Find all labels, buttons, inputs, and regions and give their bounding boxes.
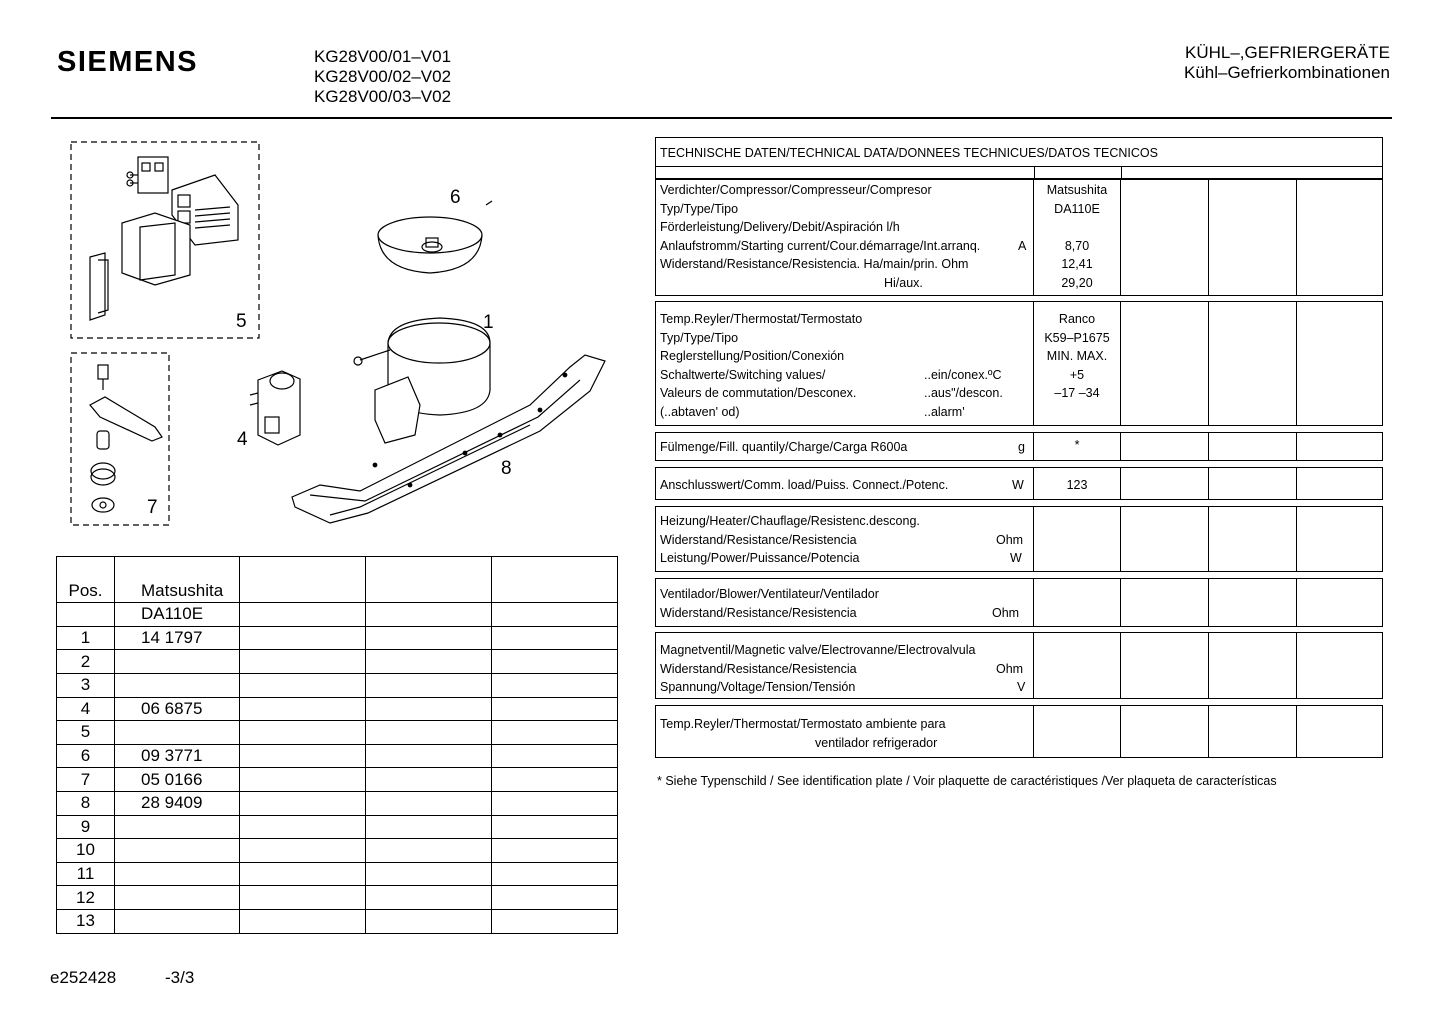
delivery-label: Förderleistung/Delivery/Debit/Aspiración l/h [660, 220, 900, 234]
position-label: Reglerstellung/Position/Conexión [660, 349, 845, 363]
unit-label: g [1018, 440, 1025, 454]
callout-1: 1 [483, 312, 494, 333]
category-line: KÜHL–,GEFRIERGERÄTE [1185, 43, 1390, 62]
header-divider [51, 117, 1392, 119]
resistance-aux-value: 29,20 [1061, 275, 1093, 290]
fill-quantity-label: Fülmenge/Fill. quantily/Charge/Carga R600a [660, 440, 908, 454]
resistance-label: Widerstand/Resistance/Resistencia [660, 532, 857, 547]
footnote: * Siehe Typenschild / See identification plate / Voir plaquette de caractéristiques /Ver plaqueta de características [657, 774, 1277, 788]
model-number: KG28V00/01–V01 [314, 47, 452, 66]
switching-values-label: Schaltwerte/Switching values/ [660, 367, 826, 382]
unit-label: W [1010, 551, 1022, 565]
tech-data-title-box [655, 137, 1383, 179]
table-row: 4 06 6875 [57, 697, 618, 721]
unit-label: W [1012, 478, 1024, 492]
compressor-header: Matsushita [115, 580, 240, 603]
switch-on-value: +5 [1069, 367, 1085, 382]
starting-current-label: Anlaufstromm/Starting current/Cour.démarrage/Int.arranq. [660, 238, 981, 253]
tech-data-title: TECHNISCHE DATEN/TECHNICAL DATA/DONNEES TECHNICUES/DATOS TECNICOS [660, 146, 1158, 160]
page-number: -3/3 [165, 968, 195, 987]
alarm-label: ..alarm' [924, 404, 965, 419]
switch-on-label: ..ein/conex.ºC [924, 367, 1002, 382]
unit-label: Ohm [996, 661, 1024, 676]
model-list [314, 47, 451, 107]
thermostat-section [655, 301, 1383, 426]
unit-label: Ohm [992, 605, 1020, 620]
table-row: 9 [57, 815, 618, 839]
callout-7: 7 [147, 497, 158, 518]
pos-header: Pos. [57, 580, 115, 603]
defrost-label: (..abtaven' od) [660, 404, 740, 419]
connected-load-section [655, 467, 1383, 500]
table-row: 8 28 9409 [57, 791, 618, 815]
table-row: 10 [57, 839, 618, 863]
resistance-label: Widerstand/Resistance/Resistencia [660, 605, 857, 620]
commutation-label: Valeurs de commutation/Desconex. [660, 386, 857, 400]
brand-logo: SIEMENS [57, 46, 199, 78]
compressor-type-header: DA110E [115, 603, 240, 627]
voltage-label: Spannung/Voltage/Tension/Tensión [660, 680, 856, 694]
category-line: Kühl–Gefrierkombinationen [1183, 63, 1390, 82]
table-row: 5 [57, 721, 618, 745]
unit-label: A [1018, 238, 1027, 253]
switch-off-label: ..aus"/descon. [924, 386, 1003, 400]
connected-load-label: Anschlusswert/Comm. load/Puiss. Connect./Potenc. [660, 478, 949, 492]
unit-label: Ohm [996, 532, 1024, 547]
resistance-aux-label: Hi/aux. [884, 275, 923, 290]
thermostat-value: Ranco [1058, 312, 1096, 326]
table-row: 7 05 0166 [57, 768, 618, 792]
fill-quantity-section [655, 432, 1383, 461]
table-row: 3 [57, 673, 618, 697]
ambient-thermostat-label-cont: ventilador refrigerador [815, 735, 938, 750]
exploded-parts-diagram [60, 135, 620, 535]
table-row: 2 [57, 650, 618, 674]
model-number: KG28V00/02–V02 [314, 67, 452, 86]
ambient-thermostat-label: Temp.Reyler/Thermostat/Termostato ambiente para [660, 717, 946, 731]
table-row: 11 [57, 862, 618, 886]
power-label: Leistung/Power/Puissance/Potencia [660, 551, 860, 565]
document-id: e252428 [50, 968, 117, 987]
model-number: KG28V00/03–V02 [314, 87, 452, 106]
resistance-label: Widerstand/Resistance/Resistencia [660, 661, 857, 676]
callout-5: 5 [236, 311, 247, 332]
starting-current-value: 8,70 [1064, 238, 1090, 253]
table-row: 12 [57, 886, 618, 910]
type-value: DA110E [1054, 201, 1100, 216]
blower-label: Ventilador/Blower/Ventilateur/Ventilador [660, 587, 879, 601]
unit-label: V [1017, 680, 1026, 694]
category-title [1184, 43, 1390, 83]
resistance-main-value: 12,41 [1061, 257, 1093, 271]
type-value: K59–P1675 [1044, 330, 1110, 345]
callout-4: 4 [237, 429, 248, 450]
magnetic-valve-label: Magnetventil/Magnetic valve/Electrovanne/Electrovalvula [660, 643, 976, 657]
compressor-value: Matsushita [1046, 183, 1108, 197]
fill-quantity-value: * [1074, 438, 1080, 452]
table-row: 6 09 3771 [57, 744, 618, 768]
switch-off-value: –17 –34 [1054, 386, 1100, 400]
compressor-section [655, 179, 1383, 296]
table-row: 1 14 1797 [57, 626, 618, 650]
position-value: MIN. MAX. [1046, 349, 1108, 363]
compressor-label: Verdichter/Compressor/Compresseur/Compresor [660, 183, 932, 197]
resistance-main-label: Widerstand/Resistance/Resistencia. Ha/main/prin. Ohm [660, 257, 969, 271]
type-label: Typ/Type/Tipo [660, 201, 739, 216]
callout-8: 8 [501, 458, 512, 479]
magnetic-valve-section [655, 632, 1383, 699]
heater-section [655, 506, 1383, 572]
table-row: 13 [57, 909, 618, 933]
blower-section [655, 578, 1383, 627]
callout-6: 6 [450, 187, 461, 208]
thermostat-label: Temp.Reyler/Thermostat/Termostato [660, 312, 863, 326]
type-label: Typ/Type/Tipo [660, 330, 739, 345]
ambient-thermostat-section [655, 705, 1383, 758]
parts-table [56, 556, 618, 934]
heater-label: Heizung/Heater/Chauflage/Resistenc.descong. [660, 514, 920, 528]
connected-load-value: 123 [1066, 478, 1088, 492]
